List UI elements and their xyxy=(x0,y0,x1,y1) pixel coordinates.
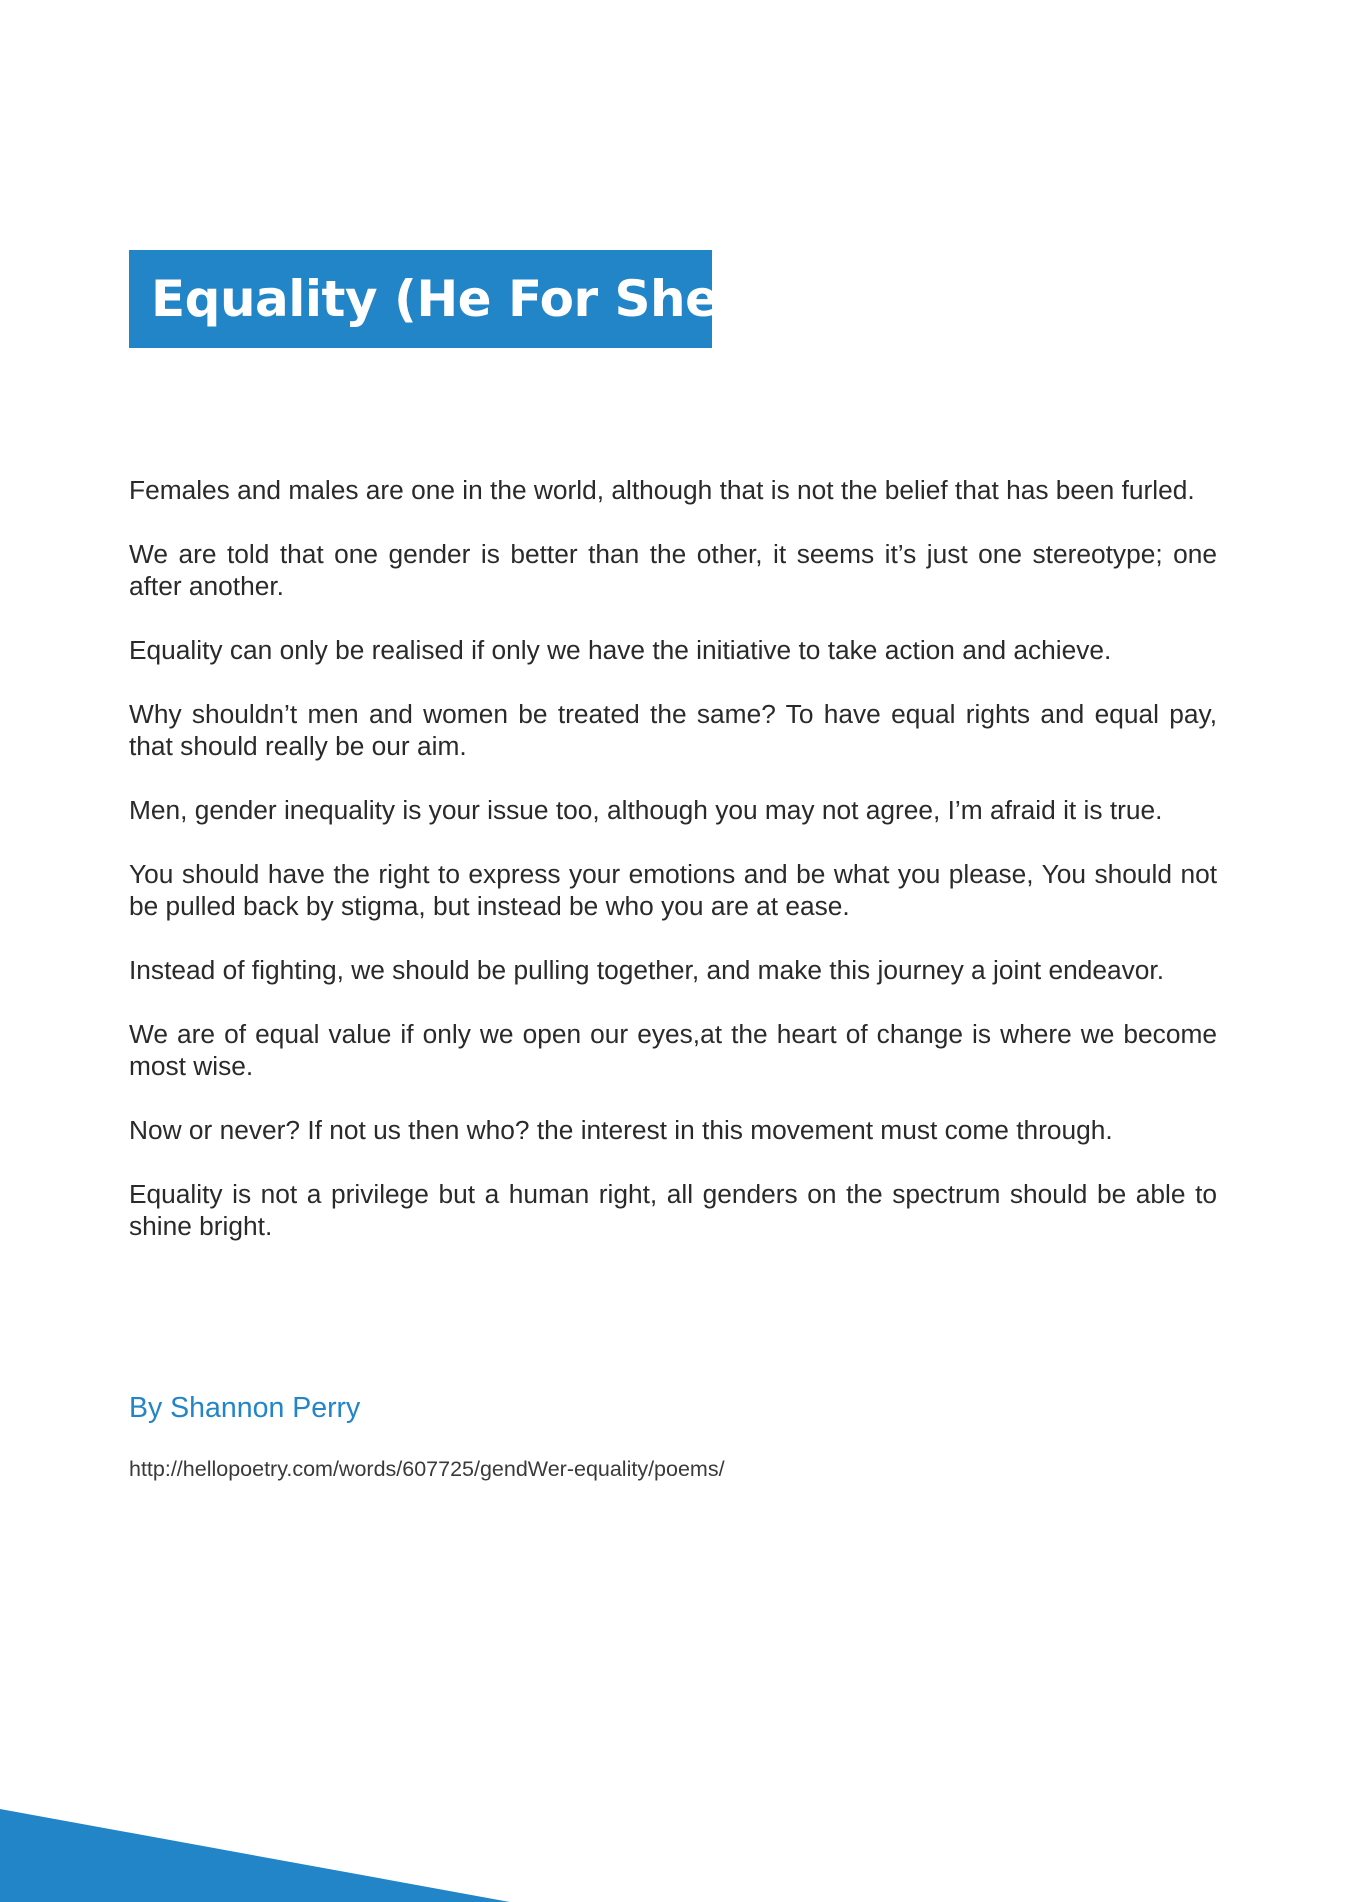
author-byline: By Shannon Perry xyxy=(129,1392,361,1424)
poem-stanza: You should have the right to express your emotions and be what you please, You should not be pulled back by stigma, but instead be who you are at ease. xyxy=(129,859,1217,921)
poem-stanza: We are of equal value if only we open our eyes,at the heart of change is where we become most wise. xyxy=(129,1019,1217,1081)
source-link[interactable]: http://hellopoetry.com/words/607725/gendWer-equality/poems/ xyxy=(129,1457,725,1481)
poem-stanza: Now or never? If not us then who? the interest in this movement must come through. xyxy=(129,1115,1113,1145)
blue-corner-triangle xyxy=(0,1809,510,1902)
page-title: Equality (He For She) xyxy=(151,270,741,328)
poem-stanza: We are told that one gender is better than the other, it seems it’s just one stereotype; one after another. xyxy=(129,539,1217,601)
poem-stanza: Instead of fighting, we should be pulling together, and make this journey a joint endeavor. xyxy=(129,955,1165,985)
poem-stanza: Females and males are one in the world, although that is not the belief that has been furled. xyxy=(129,475,1195,505)
poem-stanza: Equality can only be realised if only we have the initiative to take action and achieve. xyxy=(129,635,1112,665)
poem-stanza: Why shouldn’t men and women be treated the same? To have equal rights and equal pay, that should really be our aim. xyxy=(129,699,1217,761)
poem-stanza: Men, gender inequality is your issue too, although you may not agree, I’m afraid it is true. xyxy=(129,795,1163,825)
poem-stanza: Equality is not a privilege but a human right, all genders on the spectrum should be able to shine bright. xyxy=(129,1179,1217,1241)
